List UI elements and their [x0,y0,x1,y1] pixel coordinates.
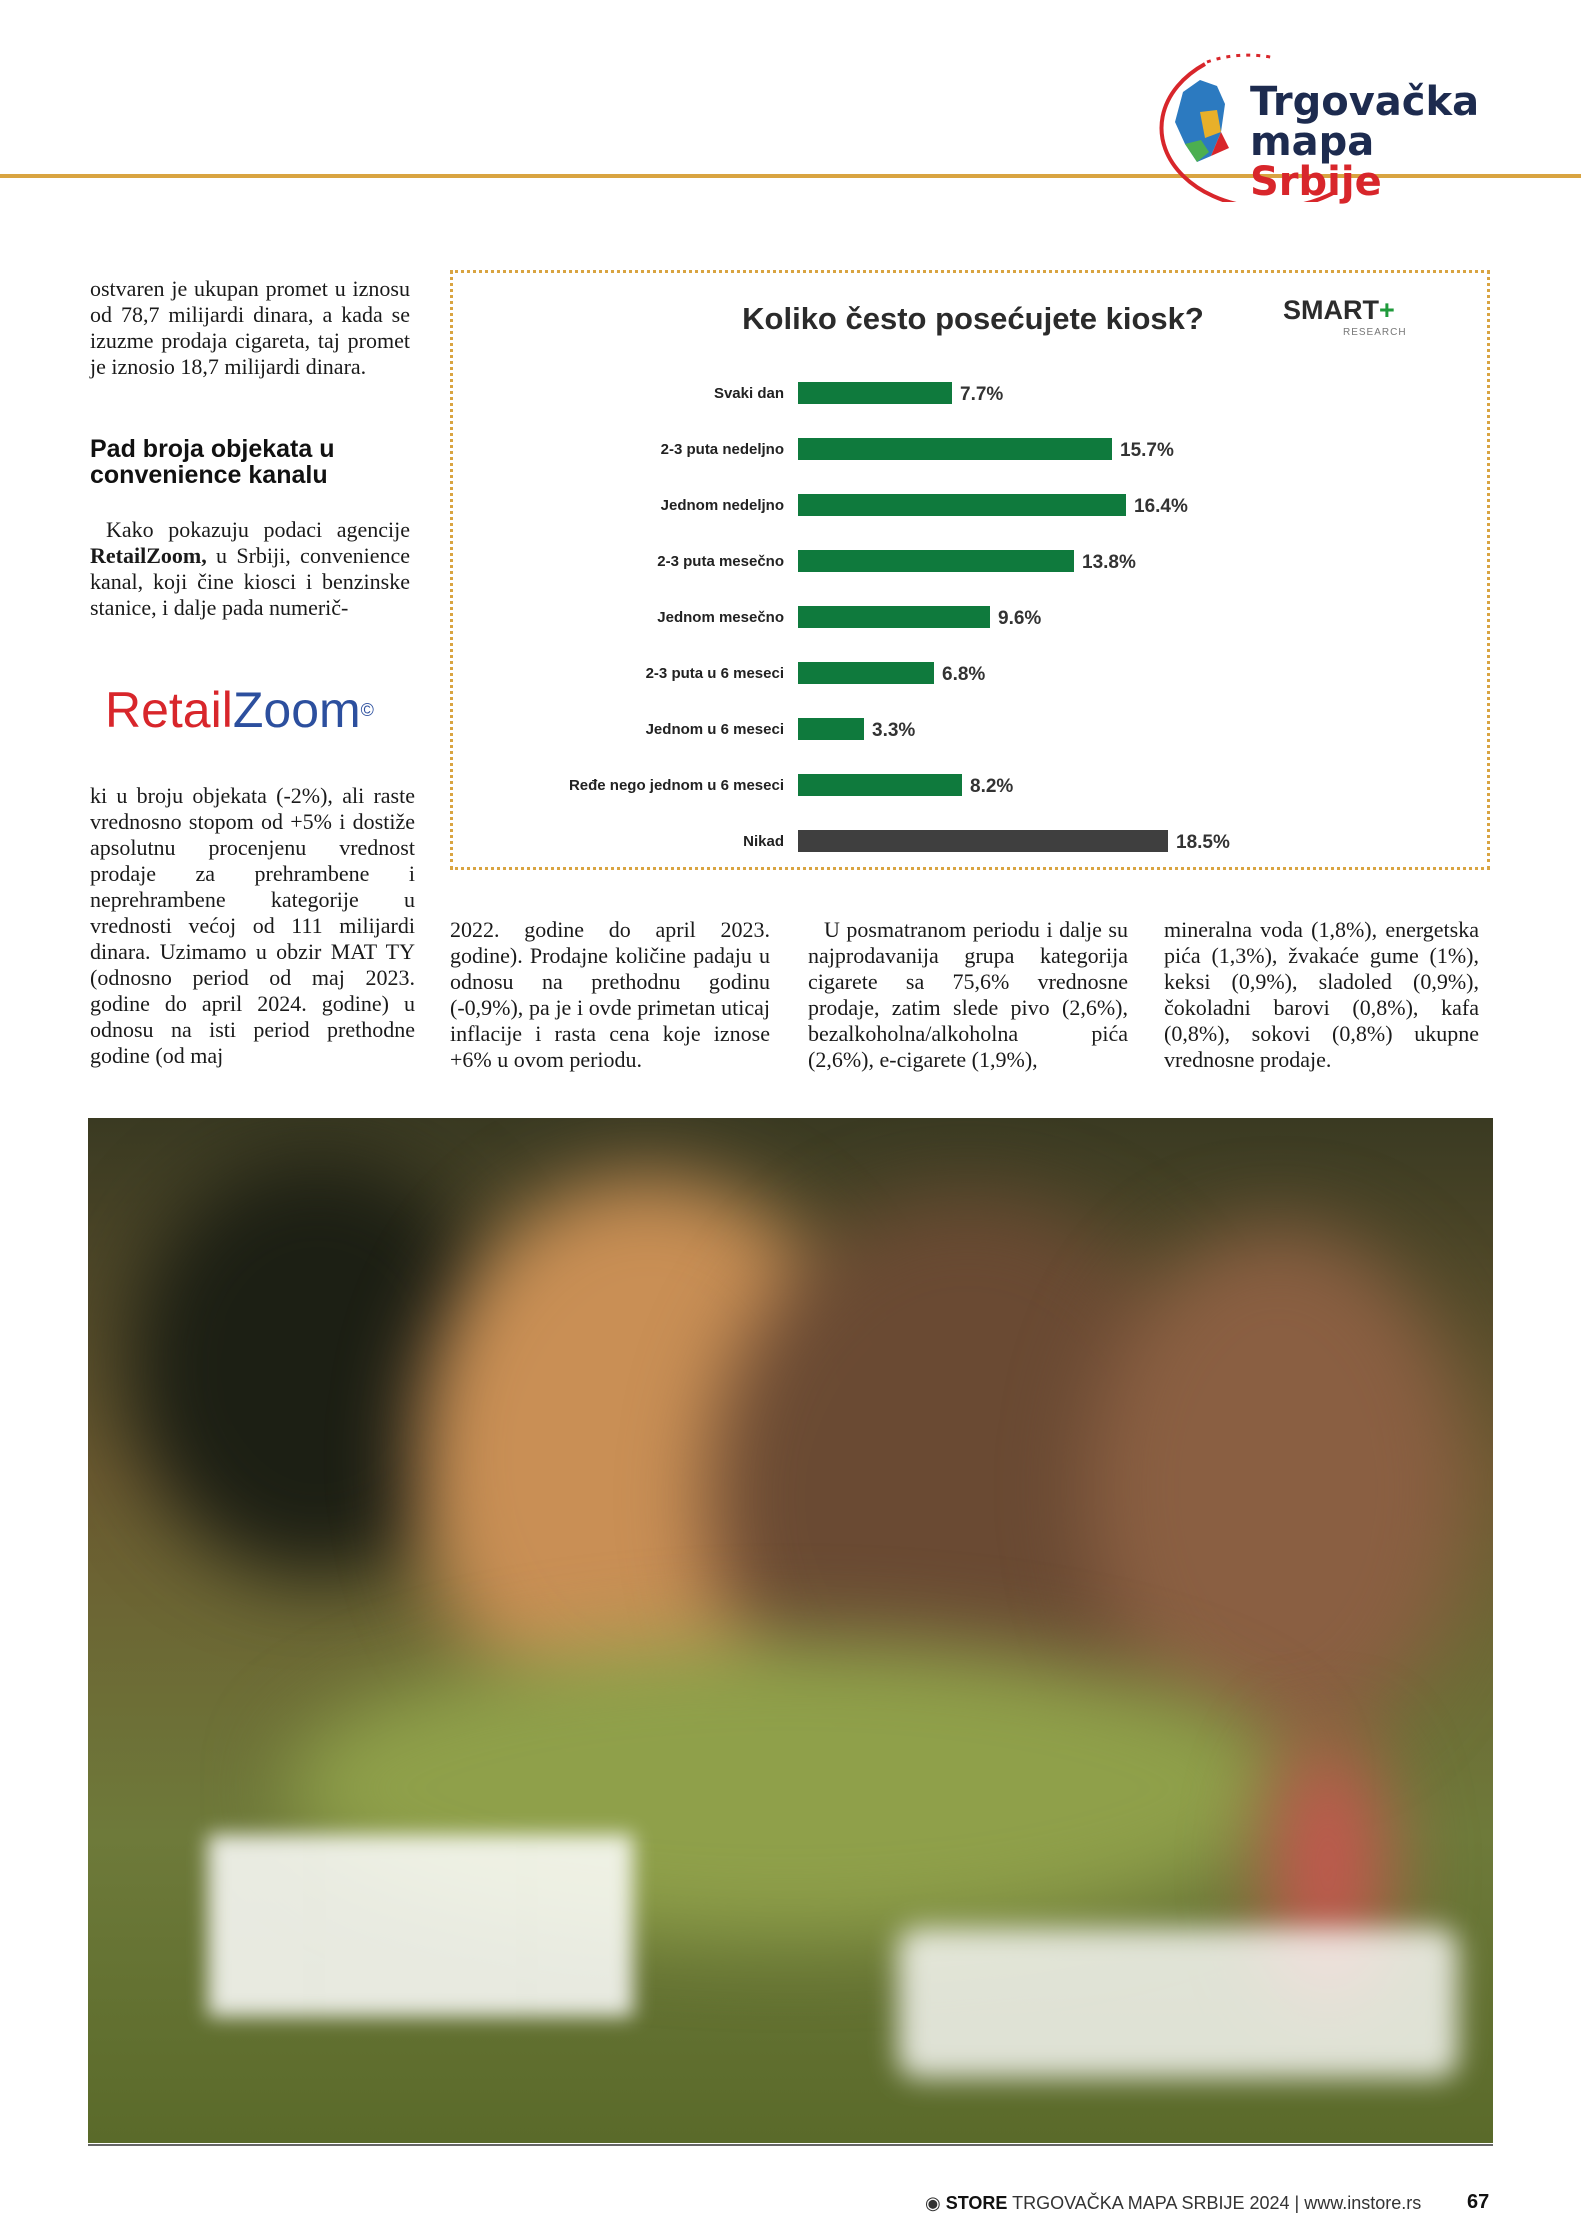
category-label: Svaki dan [713,385,784,402]
value-label: 7.7% [960,384,1004,405]
blurred-advertisement-photo [88,1118,1493,2143]
category-label: Jednom nedeljno [660,497,784,514]
paragraph: U posmatranom periodu i dalje su najprodavanija grupa kategorija cigarete sa 75,6% vrednosne prodaje, zatim slede pivo (2,6%), bezalkoholna/alkoholna pića (2,6%), e-cigarete (1,9%), [808,917,1128,1072]
value-label: 6.8% [942,664,986,685]
category-label: 2-3 puta mesečno [657,553,784,570]
category-label: Nikad [743,833,784,850]
category-label: Jednom u 6 meseci [645,721,784,738]
bar [798,606,990,628]
bar [798,494,1126,516]
paragraph: ki u broju objekata (-2%), ali raste vrednosno stopom od +5% i dostiže apsolutnu procenjenu vrednost prodaje za prehrambene i neprehrambene kategorije u vrednosti većoj od 111 milijardi dinara. Uzimamo u obzir MAT TY (odnosno period od maj 2023. godine do april 2024. godine) u odnosu na isti period prethodne godine (od maj [90,783,415,1068]
section-heading: Pad broja objekata u convenience kanalu [90,435,335,489]
value-label: 13.8% [1082,552,1136,573]
logo-title [1250,79,1505,205]
article-col4 [1164,917,1479,1073]
paragraph: mineralna voda (1,8%), energetska pića (1,3%), žvakaće gume (1%), keksi (0,9%), sladoled (0,9%), čokoladni barovi (0,8%), kafa (0,8%), sokovi (0,8%) ukupne vrednosne prodaje. [1164,917,1479,1072]
bar-chart [453,273,1487,867]
bar [798,438,1112,460]
bar [798,382,952,404]
trgovacka-mapa-logo [1145,52,1505,205]
text-run: u Srbiji, convenience kanal, koji čine kiosci i benzinske stanice, i dalje pada numerič- [90,543,410,620]
category-label: 2-3 puta nedeljno [660,441,784,458]
article-col1-top [90,276,410,380]
value-label: 15.7% [1120,440,1174,461]
value-label: 8.2% [970,776,1014,797]
bottom-rule [88,2144,1493,2146]
copyright-mark: © [360,700,374,720]
retailzoom-logo-b: Zoom [232,682,361,738]
page-footer [925,2193,1421,2214]
article-col3 [808,917,1128,1073]
smart-name: SMART [1283,295,1379,325]
paragraph: 2022. godine do april 2023. godine). Prodajne količine padaju u odnosu na prethodnu godinu (-0,9%), pa je i ovde primetan uticaj inflacije i rasta cena koje iznose +6% u ovom periodu. [450,917,770,1072]
smart-research-sub: RESEARCH [1343,327,1407,338]
article-col2 [450,917,770,1073]
bar [798,830,1168,852]
retailzoom-mention: RetailZoom, [90,543,207,568]
text-run: Kako pokazuju podaci agencije [106,517,410,542]
photo-blurred-banner [898,1928,1458,2078]
logo-line1: Trgovačka [1250,79,1480,125]
category-label: 2-3 puta u 6 meseci [645,665,784,682]
value-label: 3.3% [872,720,916,741]
value-label: 18.5% [1176,832,1230,853]
bar [798,662,934,684]
article-col1-mid [90,517,410,621]
header-rule-right [1495,174,1581,178]
value-label: 16.4% [1134,496,1188,517]
store-icon: ◉ [925,2193,941,2213]
category-label: Ređe nego jednom u 6 meseci [568,777,784,794]
value-label: 9.6% [998,608,1042,629]
bar [798,774,962,796]
logo-line2 [1250,119,1505,205]
bar [798,550,1074,572]
photo-blurred-text: ████ [208,1835,634,2003]
logo-line2-a: mapa [1250,119,1375,165]
chart-title: Koliko često posećujete kiosk? [742,301,1204,336]
page-number: 67 [1467,2191,1490,2213]
chart-frame [450,270,1490,870]
retailzoom-logo [105,682,374,738]
footer-text: TRGOVAČKA MAPA SRBIJE 2024 | www.instore.rs [1012,2193,1422,2213]
retailzoom-logo-a: Retail [105,682,233,738]
category-label: Jednom mesečno [657,609,784,626]
article-col1-bottom [90,783,415,1069]
footer-store: STORE [945,2193,1008,2213]
logo-line2-b: Srbije [1250,159,1382,205]
paragraph: ostvaren je ukupan promet u iznosu od 78,7 milijardi dinara, a kada se izuzme prodaja cigareta, taj promet je iznosio 18,7 milijardi dinara. [90,276,410,379]
paragraph [90,517,410,621]
bar [798,718,864,740]
photo-person-right [1088,1228,1468,1748]
smart-plus: + [1379,295,1395,325]
